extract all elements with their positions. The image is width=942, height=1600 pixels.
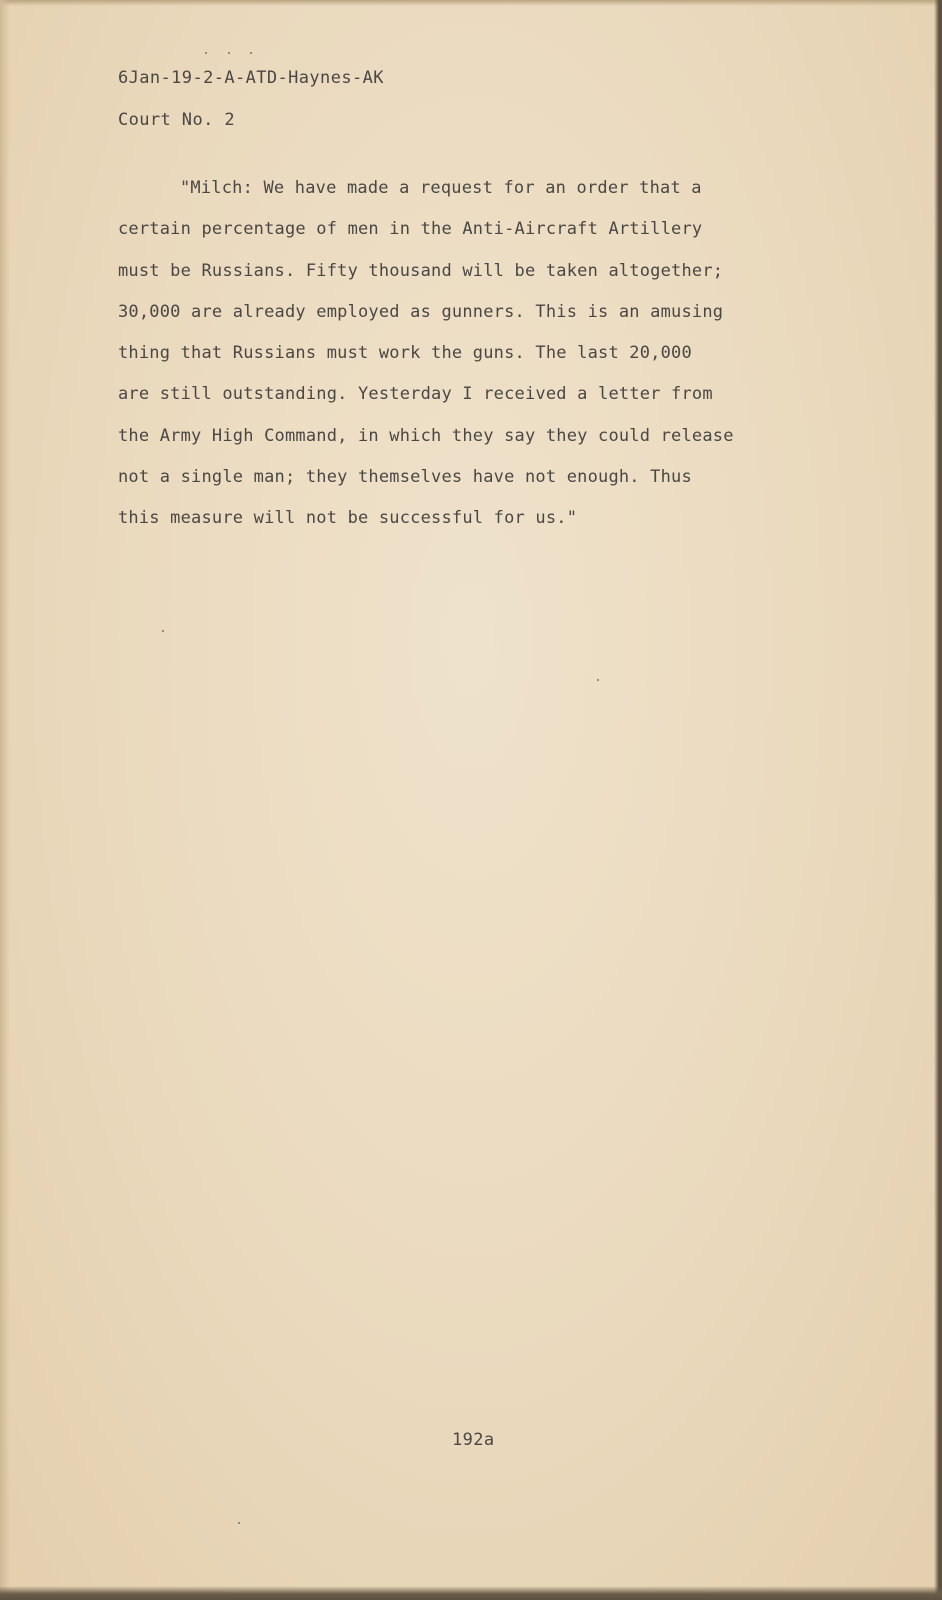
paragraph-line: not a single man; they themselves have not enough. Thus <box>118 467 692 488</box>
paragraph-line: thing that Russians must work the guns. The last 20,000 <box>118 343 692 364</box>
paragraph-line: are still outstanding. Yesterday I received a letter from <box>118 384 713 405</box>
paragraph-line: certain percentage of men in the Anti-Aircraft Artillery <box>118 219 703 240</box>
paper-speck <box>205 52 207 54</box>
page-number: 192a <box>452 1430 495 1450</box>
paragraph-line: the Army High Command, in which they say they could release <box>118 425 734 446</box>
paper-speck <box>238 1522 240 1524</box>
testimony-paragraph <box>118 168 838 540</box>
paper-speck <box>228 52 230 54</box>
paper-speck <box>250 52 252 54</box>
paragraph-line: "Milch: We have made a request for an order that a <box>180 178 702 198</box>
page-edge-left <box>0 0 10 1600</box>
paragraph-line: this measure will not be successful for us." <box>118 508 578 529</box>
paper-speck <box>162 630 164 632</box>
court-number: Court No. 2 <box>118 110 235 130</box>
paragraph-line: must be Russians. Fifty thousand will be taken altogether; <box>118 260 724 281</box>
document-reference: 6Jan-19-2-A-ATD-Haynes-AK <box>118 68 384 88</box>
page-edge-right <box>934 0 942 1600</box>
page-edge-bottom <box>0 1586 942 1600</box>
page-edge-top <box>0 0 942 6</box>
paragraph-line: 30,000 are already employed as gunners. This is an amusing <box>118 301 724 322</box>
paper-speck <box>597 679 599 681</box>
